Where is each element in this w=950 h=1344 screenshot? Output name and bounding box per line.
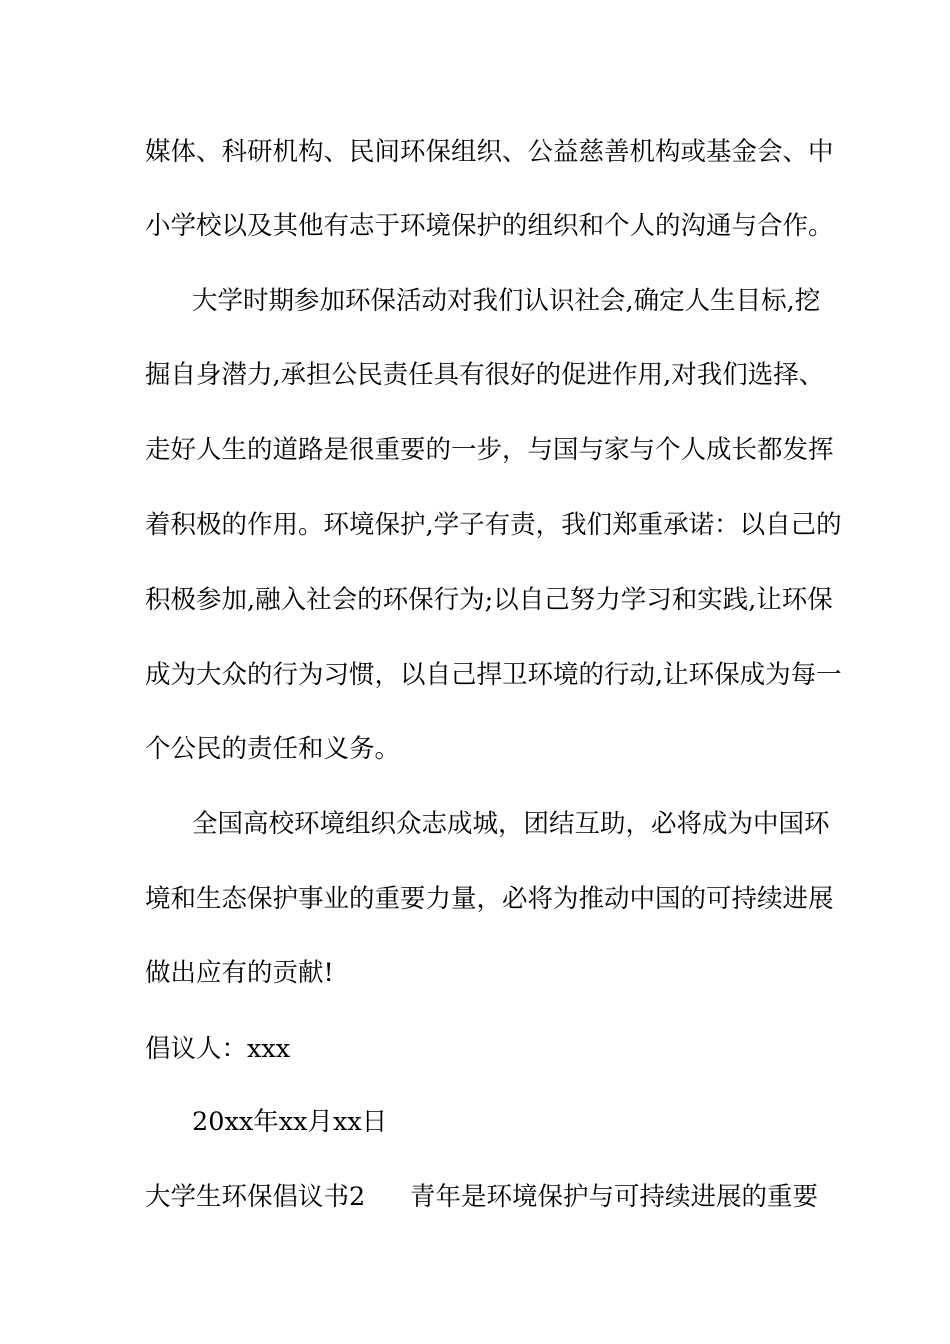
text-line: 成为大众的行为习惯，以自己捍卫环境的行动,让环保成为每一 [145, 660, 842, 690]
text-line: 大学时期参加环保活动对我们认识社会,确定人生目标,挖 [192, 286, 821, 316]
text-line: 个公民的责任和义务。 [145, 734, 401, 764]
text-line: 走好人生的道路是很重要的一步，与国与家与个人成长都发挥 [145, 435, 834, 465]
text-line: 小学校以及其他有志于环境保护的组织和个人的沟通与合作。 [145, 211, 834, 241]
signature-date: 20xx年xx月xx日 [192, 1107, 388, 1137]
section-first-text: 青年是环境保护与可持续进展的重要 [410, 1182, 819, 1212]
text-line: 做出应有的贡献! [145, 958, 334, 988]
text-line: 全国高校环境组织众志成城，团结互助，必将成为中国环 [192, 809, 830, 839]
text-line: 积极参加,融入社会的环保行为;以自己努力学习和实践,让环保 [145, 585, 833, 615]
section-title: 大学生环保倡议书2 [145, 1182, 366, 1212]
text-line: 媒体、科研机构、民间环保组织、公益慈善机构或基金会、中 [145, 137, 834, 167]
text-line: 掘自身潜力,承担公民责任具有很好的促进作用,对我们选择、 [145, 360, 825, 390]
text-line: 境和生态保护事业的重要力量，必将为推动中国的可持续进展 [145, 884, 834, 914]
text-line: 着积极的作用。环境保护,学子有责，我们郑重承诺：以自己的 [145, 510, 842, 540]
signature-label: 倡议人：xxx [145, 1034, 291, 1064]
